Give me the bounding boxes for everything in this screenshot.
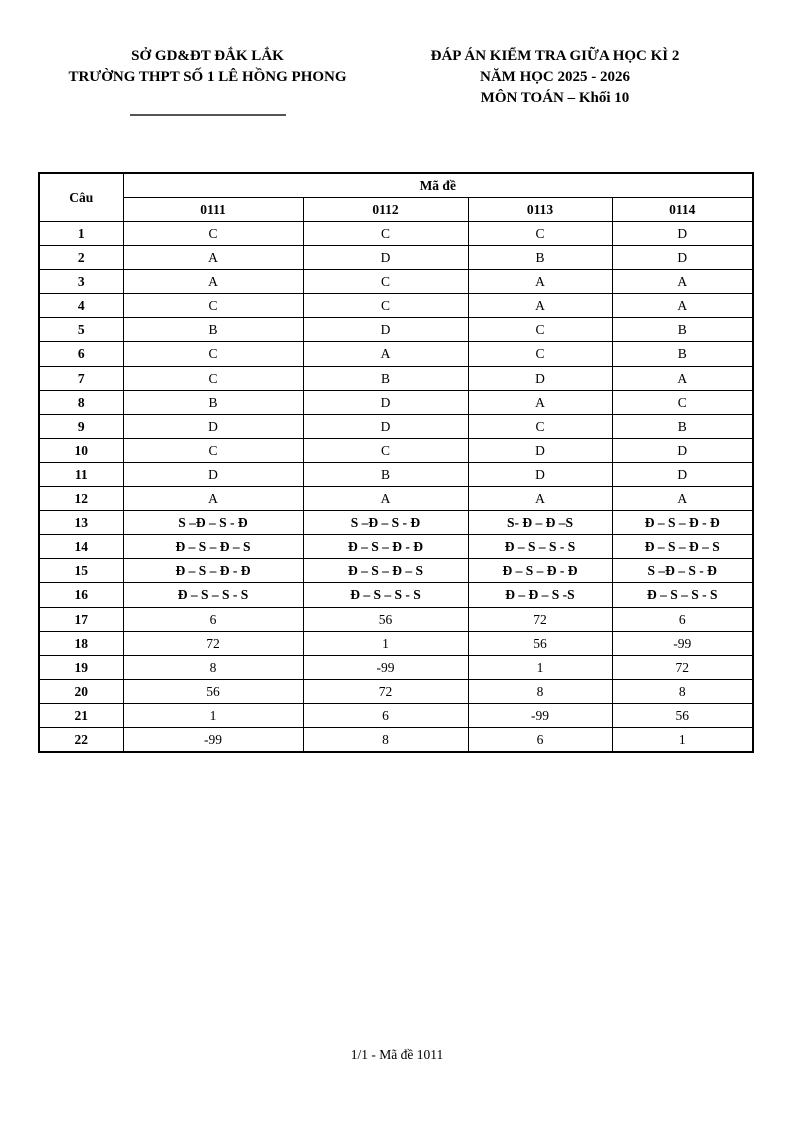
answer-cell-0113: D — [468, 438, 612, 462]
answer-cell-0113: A — [468, 270, 612, 294]
exam-header-block — [393, 46, 717, 109]
answer-cell-0113: -99 — [468, 703, 612, 727]
answer-cell-0111: Đ – S – Đ - Đ — [123, 559, 303, 583]
answer-cell-0114: S –Đ – S - Đ — [612, 559, 753, 583]
answer-cell-0111: B — [123, 390, 303, 414]
subject-grade: MÔN TOÁN – Khối 10 — [480, 90, 630, 106]
table-header-row-2 — [39, 198, 753, 222]
answer-cell-0112: 1 — [303, 631, 468, 655]
answer-row — [39, 438, 753, 462]
answer-cell-0114: B — [612, 318, 753, 342]
question-number: 4 — [39, 294, 123, 318]
answer-cell-0111: 72 — [123, 631, 303, 655]
exam-code-header-0111: 0111 — [123, 198, 303, 222]
answer-row — [39, 631, 753, 655]
answer-cell-0114: -99 — [612, 631, 753, 655]
answer-cell-0114: D — [612, 438, 753, 462]
answer-cell-0111: -99 — [123, 727, 303, 752]
answer-cell-0113: A — [468, 294, 612, 318]
answer-row — [39, 559, 753, 583]
answer-cell-0111: 1 — [123, 703, 303, 727]
header-underline — [130, 114, 286, 116]
question-number: 8 — [39, 390, 123, 414]
answer-cell-0114: 72 — [612, 655, 753, 679]
question-number: 6 — [39, 342, 123, 366]
answer-cell-0111: C — [123, 438, 303, 462]
question-number: 14 — [39, 535, 123, 559]
answer-cell-0111: C — [123, 342, 303, 366]
exam-code-header-0114: 0114 — [612, 198, 753, 222]
answer-cell-0112: 56 — [303, 607, 468, 631]
answer-cell-0114: Đ – S – S - S — [612, 583, 753, 607]
question-number: 13 — [39, 511, 123, 535]
answer-cell-0113: 8 — [468, 679, 612, 703]
exam-code-header-0113: 0113 — [468, 198, 612, 222]
answer-cell-0114: A — [612, 270, 753, 294]
answer-row — [39, 487, 753, 511]
answer-cell-0113: A — [468, 390, 612, 414]
answer-cell-0111: B — [123, 318, 303, 342]
question-number: 1 — [39, 222, 123, 246]
answer-row — [39, 511, 753, 535]
answer-cell-0114: A — [612, 487, 753, 511]
answer-cell-0112: D — [303, 318, 468, 342]
school-header-block — [50, 46, 365, 116]
answer-cell-0113: A — [468, 487, 612, 511]
answer-row — [39, 607, 753, 631]
answer-row — [39, 679, 753, 703]
answer-cell-0111: Đ – S – Đ – S — [123, 535, 303, 559]
answer-cell-0113: B — [468, 246, 612, 270]
answer-cell-0111: A — [123, 487, 303, 511]
answer-cell-0114: 56 — [612, 703, 753, 727]
answer-cell-0111: C — [123, 294, 303, 318]
answer-cell-0114: Đ – S – Đ - Đ — [612, 511, 753, 535]
question-number: 11 — [39, 462, 123, 486]
answer-row — [39, 222, 753, 246]
question-number: 16 — [39, 583, 123, 607]
question-number: 7 — [39, 366, 123, 390]
answer-row — [39, 366, 753, 390]
answer-row — [39, 703, 753, 727]
answer-cell-0114: D — [612, 246, 753, 270]
question-number: 22 — [39, 727, 123, 752]
answer-cell-0112: D — [303, 414, 468, 438]
answer-cell-0111: C — [123, 366, 303, 390]
answer-cell-0111: A — [123, 246, 303, 270]
answer-row — [39, 246, 753, 270]
answer-cell-0114: A — [612, 294, 753, 318]
answer-cell-0112: C — [303, 222, 468, 246]
exam-code-group-header: Mã đề — [123, 173, 753, 198]
question-number: 5 — [39, 318, 123, 342]
answer-cell-0112: C — [303, 270, 468, 294]
answer-cell-0112: C — [303, 294, 468, 318]
answer-cell-0112: 72 — [303, 679, 468, 703]
answer-cell-0112: B — [303, 462, 468, 486]
answer-cell-0114: C — [612, 390, 753, 414]
answer-cell-0111: Đ – S – S - S — [123, 583, 303, 607]
question-number: 20 — [39, 679, 123, 703]
answer-cell-0114: D — [612, 222, 753, 246]
answer-cell-0113: 56 — [468, 631, 612, 655]
answer-cell-0111: C — [123, 222, 303, 246]
answer-cell-0114: B — [612, 342, 753, 366]
answer-cell-0111: S –Đ – S - Đ — [123, 511, 303, 535]
answer-cell-0113: S- Đ – Đ –S — [468, 511, 612, 535]
answer-cell-0113: D — [468, 462, 612, 486]
question-number: 17 — [39, 607, 123, 631]
exam-code-header-0112: 0112 — [303, 198, 468, 222]
answer-cell-0112: 8 — [303, 727, 468, 752]
page-footer: 1/1 - Mã đề 1011 — [350, 1047, 444, 1062]
question-number: 9 — [39, 414, 123, 438]
exam-title: ĐÁP ÁN KIỂM TRA GIỮA HỌC KÌ 2 — [430, 48, 680, 64]
answer-cell-0114: D — [612, 462, 753, 486]
answer-cell-0113: Đ – S – Đ - Đ — [468, 559, 612, 583]
answer-cell-0112: 6 — [303, 703, 468, 727]
question-number: 18 — [39, 631, 123, 655]
answer-cell-0112: Đ – S – S - S — [303, 583, 468, 607]
answer-cell-0114: Đ – S – Đ – S — [612, 535, 753, 559]
school-year: NĂM HỌC 2025 - 2026 — [480, 69, 630, 85]
question-number: 15 — [39, 559, 123, 583]
answer-cell-0114: 1 — [612, 727, 753, 752]
answer-cell-0112: -99 — [303, 655, 468, 679]
answer-cell-0112: B — [303, 366, 468, 390]
answer-cell-0112: S –Đ – S - Đ — [303, 511, 468, 535]
answer-cell-0113: C — [468, 414, 612, 438]
answer-row — [39, 318, 753, 342]
answer-cell-0112: A — [303, 342, 468, 366]
question-number: 19 — [39, 655, 123, 679]
school-name: TRƯỜNG THPT SỐ 1 LÊ HỒNG PHONG — [68, 69, 347, 85]
question-number: 21 — [39, 703, 123, 727]
answer-cell-0111: A — [123, 270, 303, 294]
answer-cell-0113: 1 — [468, 655, 612, 679]
answer-cell-0112: D — [303, 390, 468, 414]
answer-cell-0111: 6 — [123, 607, 303, 631]
answer-cell-0111: 56 — [123, 679, 303, 703]
answer-cell-0114: A — [612, 366, 753, 390]
answer-cell-0113: 6 — [468, 727, 612, 752]
answer-cell-0113: Đ – S – S - S — [468, 535, 612, 559]
answer-cell-0112: C — [303, 438, 468, 462]
answer-row — [39, 727, 753, 752]
answer-cell-0113: 72 — [468, 607, 612, 631]
answer-key-table — [38, 172, 754, 753]
answer-cell-0111: 8 — [123, 655, 303, 679]
answer-cell-0111: D — [123, 414, 303, 438]
answer-row — [39, 390, 753, 414]
answer-table-body — [39, 222, 753, 753]
answer-cell-0112: Đ – S – Đ – S — [303, 559, 468, 583]
answer-cell-0114: 6 — [612, 607, 753, 631]
answer-row — [39, 655, 753, 679]
answer-row — [39, 535, 753, 559]
answer-cell-0113: C — [468, 222, 612, 246]
question-number: 12 — [39, 487, 123, 511]
answer-cell-0114: B — [612, 414, 753, 438]
question-number: 2 — [39, 246, 123, 270]
answer-cell-0111: D — [123, 462, 303, 486]
question-number: 3 — [39, 270, 123, 294]
answer-row — [39, 342, 753, 366]
question-number: 10 — [39, 438, 123, 462]
answer-cell-0113: C — [468, 318, 612, 342]
answer-cell-0113: Đ – Đ – S -S — [468, 583, 612, 607]
answer-row — [39, 462, 753, 486]
answer-row — [39, 414, 753, 438]
answer-row — [39, 294, 753, 318]
answer-cell-0114: 8 — [612, 679, 753, 703]
answer-row — [39, 583, 753, 607]
question-column-header: Câu — [39, 173, 123, 222]
answer-cell-0113: C — [468, 342, 612, 366]
answer-cell-0113: D — [468, 366, 612, 390]
answer-cell-0112: Đ – S – Đ - Đ — [303, 535, 468, 559]
answer-row — [39, 270, 753, 294]
answer-cell-0112: D — [303, 246, 468, 270]
answer-cell-0112: A — [303, 487, 468, 511]
table-header-row-1 — [39, 173, 753, 198]
department-name: SỞ GD&ĐT ĐẮK LẮK — [131, 48, 284, 64]
